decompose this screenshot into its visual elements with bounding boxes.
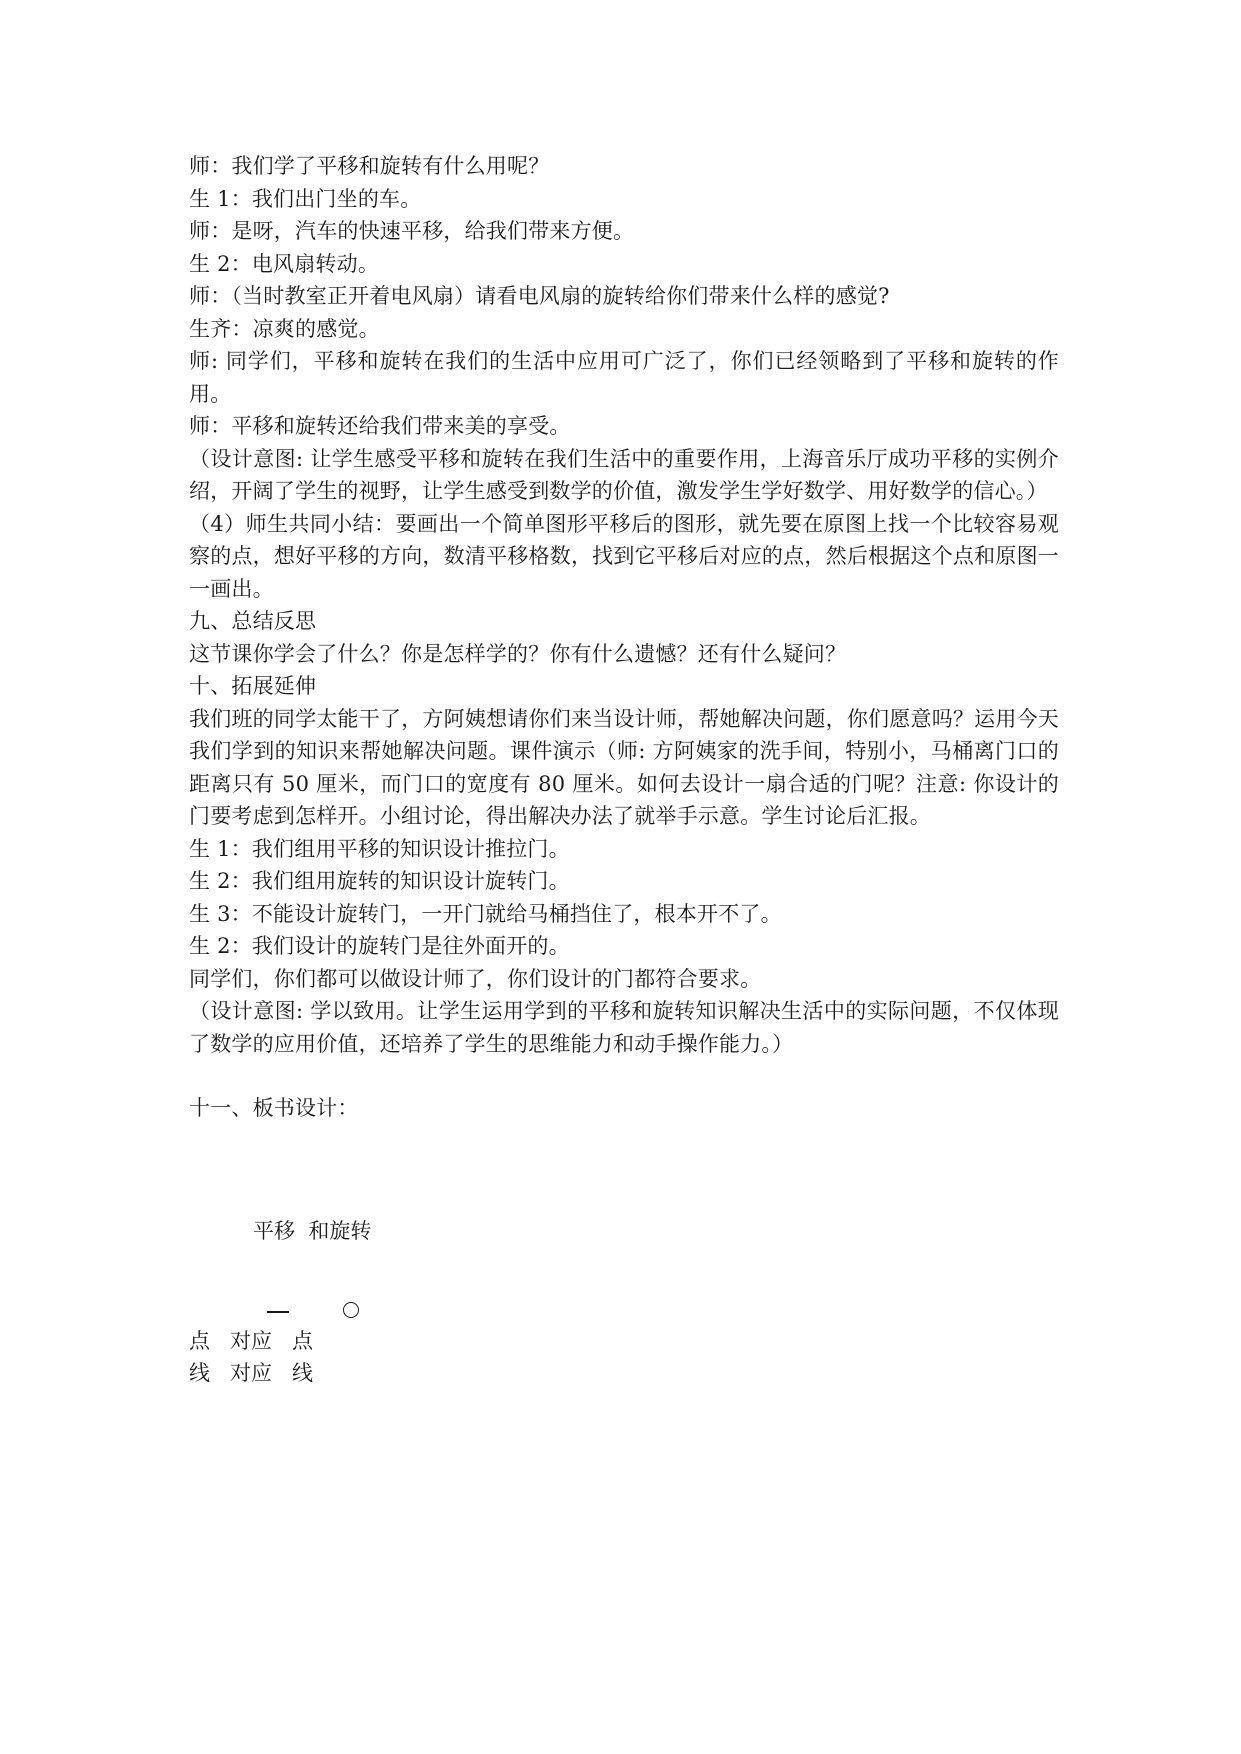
section-heading-extension: 十、拓展延伸 — [189, 674, 317, 698]
paragraph-7: 师: 同学们，平移和旋转在我们的生活中应用可广泛了，你们已经领略到了平移和旋转的作用。 — [189, 349, 1059, 406]
board-symbols — [189, 1297, 389, 1323]
paragraph-6: 生齐：凉爽的感觉。 — [189, 316, 380, 341]
paragraph-4: 生 2：电风扇转动。 — [189, 251, 380, 276]
paragraph-student-1: 生 1：我们组用平移的知识设计推拉门。 — [189, 836, 570, 861]
paragraph-student-2b: 生 2：我们设计的旋转门是往外面开的。 — [189, 934, 570, 958]
paragraph-8: 师：平移和旋转还给我们带来美的享受。 — [189, 414, 571, 438]
paragraph-reflection-questions: 这节课你学会了什么？你是怎样学的？你有什么遗憾？还有什么疑问？ — [189, 641, 847, 666]
paragraph-extension: 我们班的同学太能干了，方阿姨想请你们来当设计师，帮她解决问题，你们愿意吗？运用今天我们学到的知识来帮她解决问题。课件演示（师: 方阿姨家的洗手间，特别小，马桶离门口的距离只有 50 厘米，而门口的宽度有 80 厘米。如何去设计一扇合适的门呢？注意: 你设计的门要考虑到怎样开。小组讨论，得出解决办法了就举手示意。学生讨论后汇报。 — [189, 706, 1059, 828]
paragraph-1: 师：我们学了平移和旋转有什么用呢？ — [189, 154, 550, 178]
paragraph-3: 师：是呀，汽车的快速平移，给我们带来方便。 — [189, 219, 635, 243]
board-title: 平移 和旋转 — [253, 1219, 372, 1243]
rotation-circle-icon — [343, 1302, 359, 1318]
paragraph-design-intent-1: （设计意图: 让学生感受平移和旋转在我们生活中的重要作用，上海音乐厅成功平移的实例介绍，开阔了学生的视野，让学生感受到数学的价值，激发学生学好数学、用好数学的信心。） — [189, 446, 1059, 503]
paragraph-5: 师：（当时教室正开着电风扇）请看电风扇的旋转给你们带来什么样的感觉? — [189, 284, 890, 308]
document-body — [189, 150, 1059, 1125]
section-heading-board: 十一、板书设计： — [189, 1096, 359, 1120]
board-row-line: 线 对应 线 — [189, 1361, 314, 1385]
paragraph-teacher-praise: 同学们，你们都可以做设计师了，你们设计的门都符合要求。 — [189, 966, 762, 991]
board-row-point: 点 对应 点 — [189, 1329, 314, 1353]
paragraph-design-intent-2: （设计意图: 学以致用。让学生运用学到的平移和旋转知识解决生活中的实际问题，不仅体现了数学的应用价值，还培养了学生的思维能力和动手操作能力。） — [189, 999, 1059, 1056]
translation-dash-icon — [267, 1311, 289, 1313]
section-heading-reflection: 九、总结反思 — [189, 609, 317, 633]
paragraph-summary: （4）师生共同小结：要画出一个简单图形平移后的图形，就先要在原图上找一个比较容易观察的点，想好平移的方向，数清平移格数，找到它平移后对应的点，然后根据这个点和原图一一画出。 — [189, 511, 1059, 601]
paragraph-2: 生 1：我们出门坐的车。 — [189, 186, 422, 211]
paragraph-student-3: 生 3：不能设计旋转门，一开门就给马桶挡住了，根本开不了。 — [189, 901, 782, 926]
paragraph-student-2: 生 2：我们组用旋转的知识设计旋转门。 — [189, 869, 570, 893]
